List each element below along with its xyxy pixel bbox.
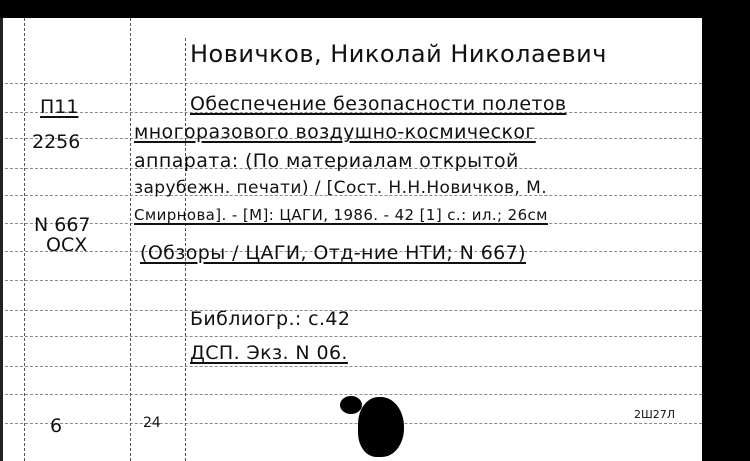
catalog-card bbox=[0, 18, 702, 461]
card-line-7: Библиогр.: с.42 bbox=[190, 308, 351, 330]
stamp-code: 2Ш27Л bbox=[634, 408, 676, 421]
card-line-4: зарубежн. печати) / [Сост. Н.Н.Новичков, М. bbox=[134, 178, 548, 198]
card-line-6: (Обзоры / ЦАГИ, Отд-ние НТИ; N 667) bbox=[140, 242, 526, 264]
card-line-8: ДСП. Экз. N 06. bbox=[190, 342, 348, 364]
bottom-mid-number: 24 bbox=[143, 415, 161, 431]
author-heading: Новичков, Николай Николаевич bbox=[190, 40, 607, 68]
inventory-number: 2256 bbox=[32, 131, 81, 153]
scan-left-edge bbox=[0, 18, 3, 461]
card-line-5: Смирнова]. - [М]: ЦАГИ, 1986. - 42 [1] с.: ил.; 26см bbox=[134, 206, 548, 224]
rule-line bbox=[0, 366, 702, 367]
card-line-1: Обеспечение безопасности полетов bbox=[190, 93, 567, 115]
margin-line bbox=[130, 18, 131, 461]
rule-line bbox=[0, 83, 702, 84]
rule-line bbox=[0, 280, 702, 281]
rule-line bbox=[0, 423, 702, 424]
bottom-left-number: 6 bbox=[50, 415, 63, 437]
rule-line bbox=[0, 394, 702, 395]
restriction-mark: ОСХ bbox=[46, 234, 88, 256]
rule-line bbox=[0, 310, 702, 311]
card-line-2: многоразового воздушно-космическог bbox=[134, 121, 536, 143]
scan-right-border bbox=[702, 0, 750, 461]
ink-blot bbox=[358, 397, 404, 457]
card-line-3: аппарата: (По материалам открытой bbox=[134, 150, 519, 172]
class-code: П11 bbox=[40, 96, 79, 118]
ink-blot bbox=[340, 396, 362, 414]
rule-line bbox=[0, 336, 702, 337]
series-number: N 667 bbox=[34, 214, 91, 236]
margin-line bbox=[24, 18, 25, 461]
